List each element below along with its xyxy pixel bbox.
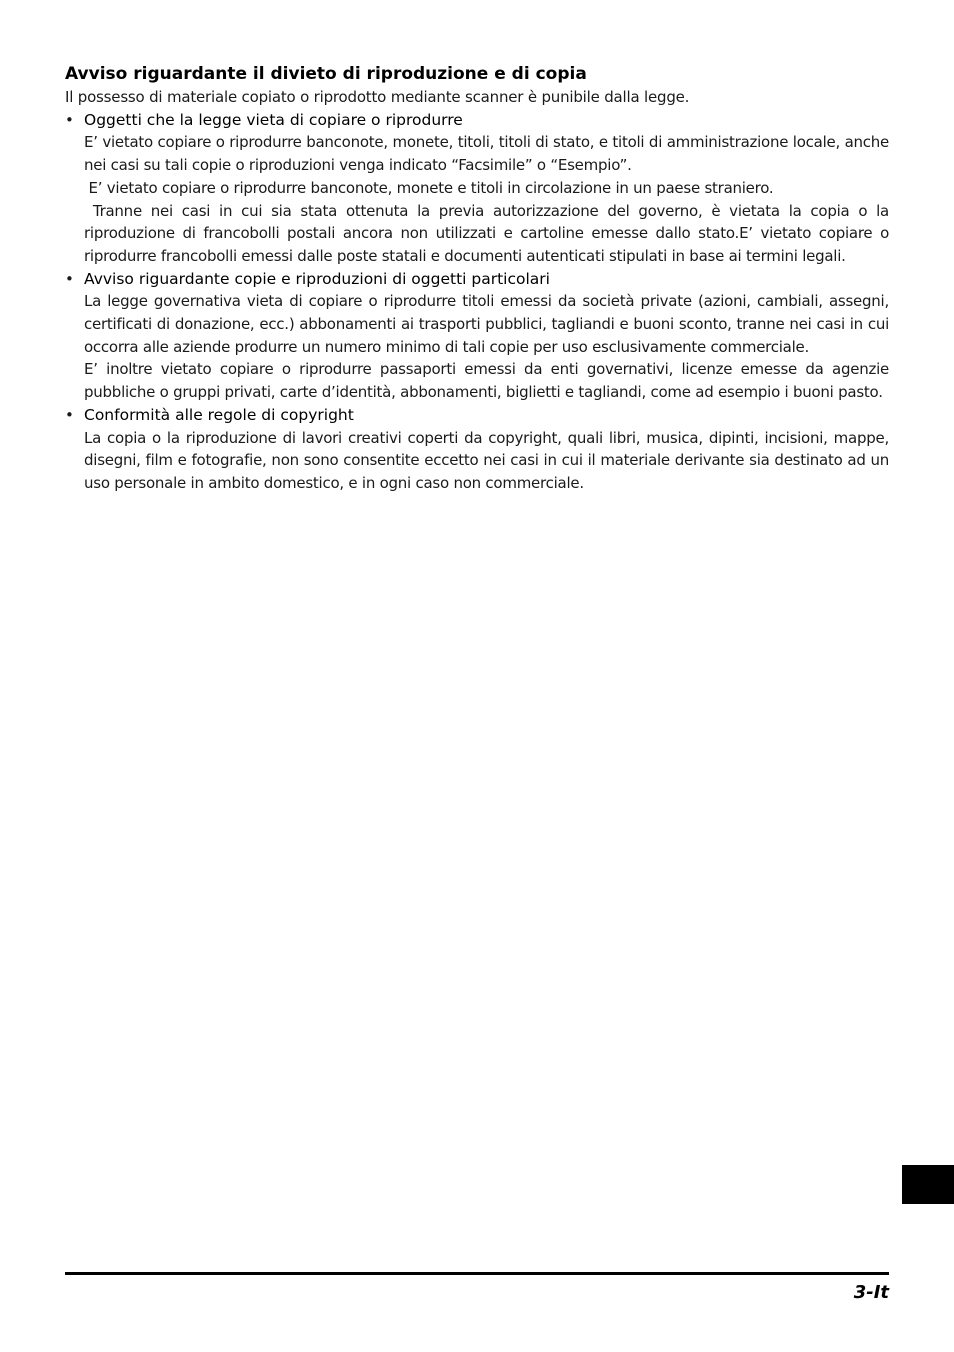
section-prohibited-items (65, 109, 894, 268)
intro-text: Il possesso di materiale copiato o riprodotto mediante scanner è punibile dalla legge. (65, 88, 690, 106)
footer-divider (65, 1272, 889, 1275)
section-title: Oggetti che la legge vieta di copiare o riprodurre (84, 110, 463, 129)
section-body (84, 131, 894, 267)
section-body (84, 427, 889, 495)
section-paragraph: La copia o la riproduzione di lavori creativi coperti da copyright, quali libri, musica, dipinti, incisioni, mappe, disegni, film e fotografie, non sono consentite eccetto nei casi in cui il materiale derivante sia destinato ad un uso personale in ambito domestico, e in ogni caso non commerciale. (84, 428, 889, 492)
section-special-items (65, 268, 889, 404)
section-title: Conformità alle regole di copyright (84, 405, 354, 424)
page-heading: Avviso riguardante il divieto di riproduzione e di copia (65, 64, 587, 84)
section-paragraph: Tranne nei casi in cui sia stata ottenuta la previa autorizzazione del governo, è vietata la copia o la riproduzione di francobolli postali ancora non utilizzati e cartoline emesse dallo stato.E’ vietato copiare o riprodurre francobolli emessi dalle poste statali e documenti autenticati stipulati in base ai termini legali. (84, 201, 894, 265)
bullet-marker: • (65, 269, 74, 288)
section-paragraph: E’ vietato copiare o riprodurre banconote, monete, titoli, titoli di stato, e titoli di amministrazione locale, anche nei casi su tali copie o riproduzioni venga indicato “Facsimile” o “Esempio”. (84, 133, 889, 175)
section-paragraph: E’ vietato copiare o riprodurre banconote, monete e titoli in circolazione in un paese straniero. (84, 178, 774, 197)
section-paragraph: La legge governativa vieta di copiare o riprodurre titoli emessi da società private (azioni, cambiali, assegni, certificati di donazione, ecc.) abbonamenti ai trasporti pubblici, tagliandi e buoni sconto, tranne nei casi in cui occorra alle aziende produrre un numero minimo di tali copie per uso esclusivamente commerciale. (84, 292, 889, 356)
bullet-marker: • (65, 110, 74, 129)
section-title: Avviso riguardante copie e riproduzioni di oggetti particolari (84, 269, 550, 288)
section-paragraph: E’ inoltre vietato copiare o riprodurre passaporti emessi da enti governativi, licenze emesse da agenzie pubbliche o gruppi privati, carte d’identità, abbonamenti, biglietti e tagliandi, come ad esempio i buoni pasto. (84, 360, 889, 402)
page-number: 3-It (853, 1282, 889, 1303)
language-tab-marker (902, 1165, 954, 1204)
section-copyright (65, 404, 889, 495)
section-body (84, 290, 889, 404)
bullet-marker: • (65, 405, 74, 424)
page-content (65, 62, 894, 495)
